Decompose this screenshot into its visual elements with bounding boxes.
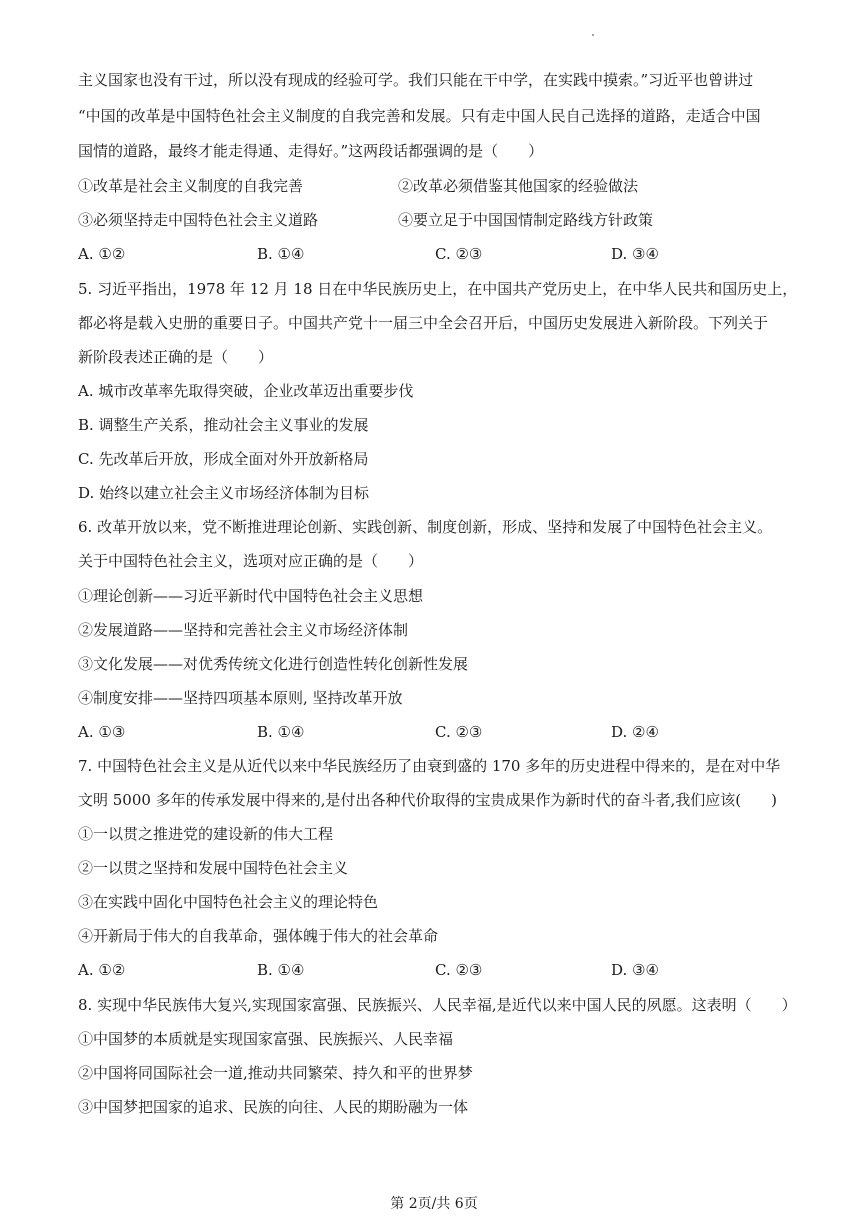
q6-option-d[interactable]: D. ②④: [611, 723, 659, 741]
q6-statement-2: ②发展道路——坚持和完善社会主义市场经济体制: [78, 621, 409, 639]
q5-option-d[interactable]: D. 始终以建立社会主义市场经济体制为目标: [78, 484, 370, 502]
q5-option-a[interactable]: A. 城市改革率先取得突破，企业改革迈出重要步伐: [78, 382, 414, 400]
q8-statement-1: ①中国梦的本质就是实现国家富强、民族振兴、人民幸福: [78, 1030, 454, 1048]
q7-statement-1: ①一以贯之推进党的建设新的伟大工程: [78, 825, 334, 843]
q6-text-line-2: 关于中国特色社会主义，选项对应正确的是（ ）: [78, 552, 424, 570]
q6-text-line-1: 6. 改革开放以来，党不断推进理论创新、实践创新、制度创新，形成、坚持和发展了中国特色社会主义。: [78, 518, 773, 536]
q8-statement-3: ③中国梦把国家的追求、民族的向往、人民的期盼融为一体: [78, 1098, 469, 1116]
q6-option-b[interactable]: B. ①④: [257, 723, 305, 741]
q4-option-b[interactable]: B. ①④: [257, 245, 305, 263]
q4-option-a[interactable]: A. ①②: [78, 245, 126, 263]
q6-option-c[interactable]: C. ②③: [435, 723, 483, 741]
q5-text-line-3: 新阶段表述正确的是（ ）: [78, 348, 274, 366]
q4-statement-4: ④要立足于中国国情制定路线方针政策: [398, 211, 654, 229]
q7-option-d[interactable]: D. ③④: [611, 961, 659, 979]
q4-text-line-3: 国情的道路，最终才能走得通、走得好。”这两段话都强调的是（ ）: [78, 142, 544, 160]
q7-text-line-2: 文明 5000 多年的传承发展中得来的,是付出各种代价取得的宝贵成果作为新时代的奋斗者,我们应该( ): [78, 791, 777, 809]
q7-option-c[interactable]: C. ②③: [435, 961, 483, 979]
scan-speck: [592, 34, 594, 36]
q6-statement-3: ③文化发展——对优秀传统文化进行创造性转化创新性发展: [78, 655, 469, 673]
q4-text-line-2: “中国的改革是中国特色社会主义制度的自我完善和发展。只有走中国人民自己选择的道路，走适合中国: [78, 107, 761, 125]
q7-statement-2: ②一以贯之坚持和发展中国特色社会主义: [78, 859, 349, 877]
q6-statement-1: ①理论创新——习近平新时代中国特色社会主义思想: [78, 587, 424, 605]
q5-text-line-1: 5. 习近平指出，1978 年 12 月 18 日在中华民族历史上，在中国共产党历史上，在中华人民共和国历史上，: [78, 280, 798, 298]
q7-statement-3: ③在实践中固化中国特色社会主义的理论特色: [78, 893, 379, 911]
q5-text-line-2: 都必将是载入史册的重要日子。中国共产党十一届三中全会召开后，中国历史发展进入新阶段。下列关于: [78, 314, 769, 332]
q4-option-c[interactable]: C. ②③: [435, 245, 483, 263]
q4-statement-3: ③必须坚持走中国特色社会主义道路: [78, 211, 319, 229]
q7-statement-4: ④开新局于伟大的自我革命，强体魄于伟大的社会革命: [78, 927, 439, 945]
q6-option-a[interactable]: A. ①③: [78, 723, 126, 741]
q5-option-b[interactable]: B. 调整生产关系，推动社会主义事业的发展: [78, 416, 369, 434]
q4-option-d[interactable]: D. ③④: [611, 245, 659, 263]
q5-option-c[interactable]: C. 先改革后开放，形成全面对外开放新格局: [78, 450, 369, 468]
q7-text-line-1: 7. 中国特色社会主义是从近代以来中华民族经历了由衰到盛的 170 多年的历史进程中得来的，是在对中华: [78, 757, 781, 775]
q4-text-line-1: 主义国家也没有干过，所以没有现成的经验可学。我们只能在干中学，在实践中摸索。”习近平也曾讲过: [78, 71, 754, 89]
q6-statement-4: ④制度安排——坚持四项基本原则, 坚持改革开放: [78, 689, 403, 707]
q8-text-line-1: 8. 实现中华民族伟大复兴,实现国家富强、民族振兴、人民幸福,是近代以来中国人民的夙愿。这表明（ ）: [78, 996, 797, 1014]
q7-option-a[interactable]: A. ①②: [78, 961, 126, 979]
q4-statement-1: ①改革是社会主义制度的自我完善: [78, 177, 304, 195]
page-number: 第 2页/共 6页: [390, 1196, 478, 1212]
q8-statement-2: ②中国将同国际社会一道,推动共同繁荣、持久和平的世界梦: [78, 1064, 473, 1082]
q7-option-b[interactable]: B. ①④: [257, 961, 305, 979]
q4-statement-2: ②改革必须借鉴其他国家的经验做法: [398, 177, 639, 195]
